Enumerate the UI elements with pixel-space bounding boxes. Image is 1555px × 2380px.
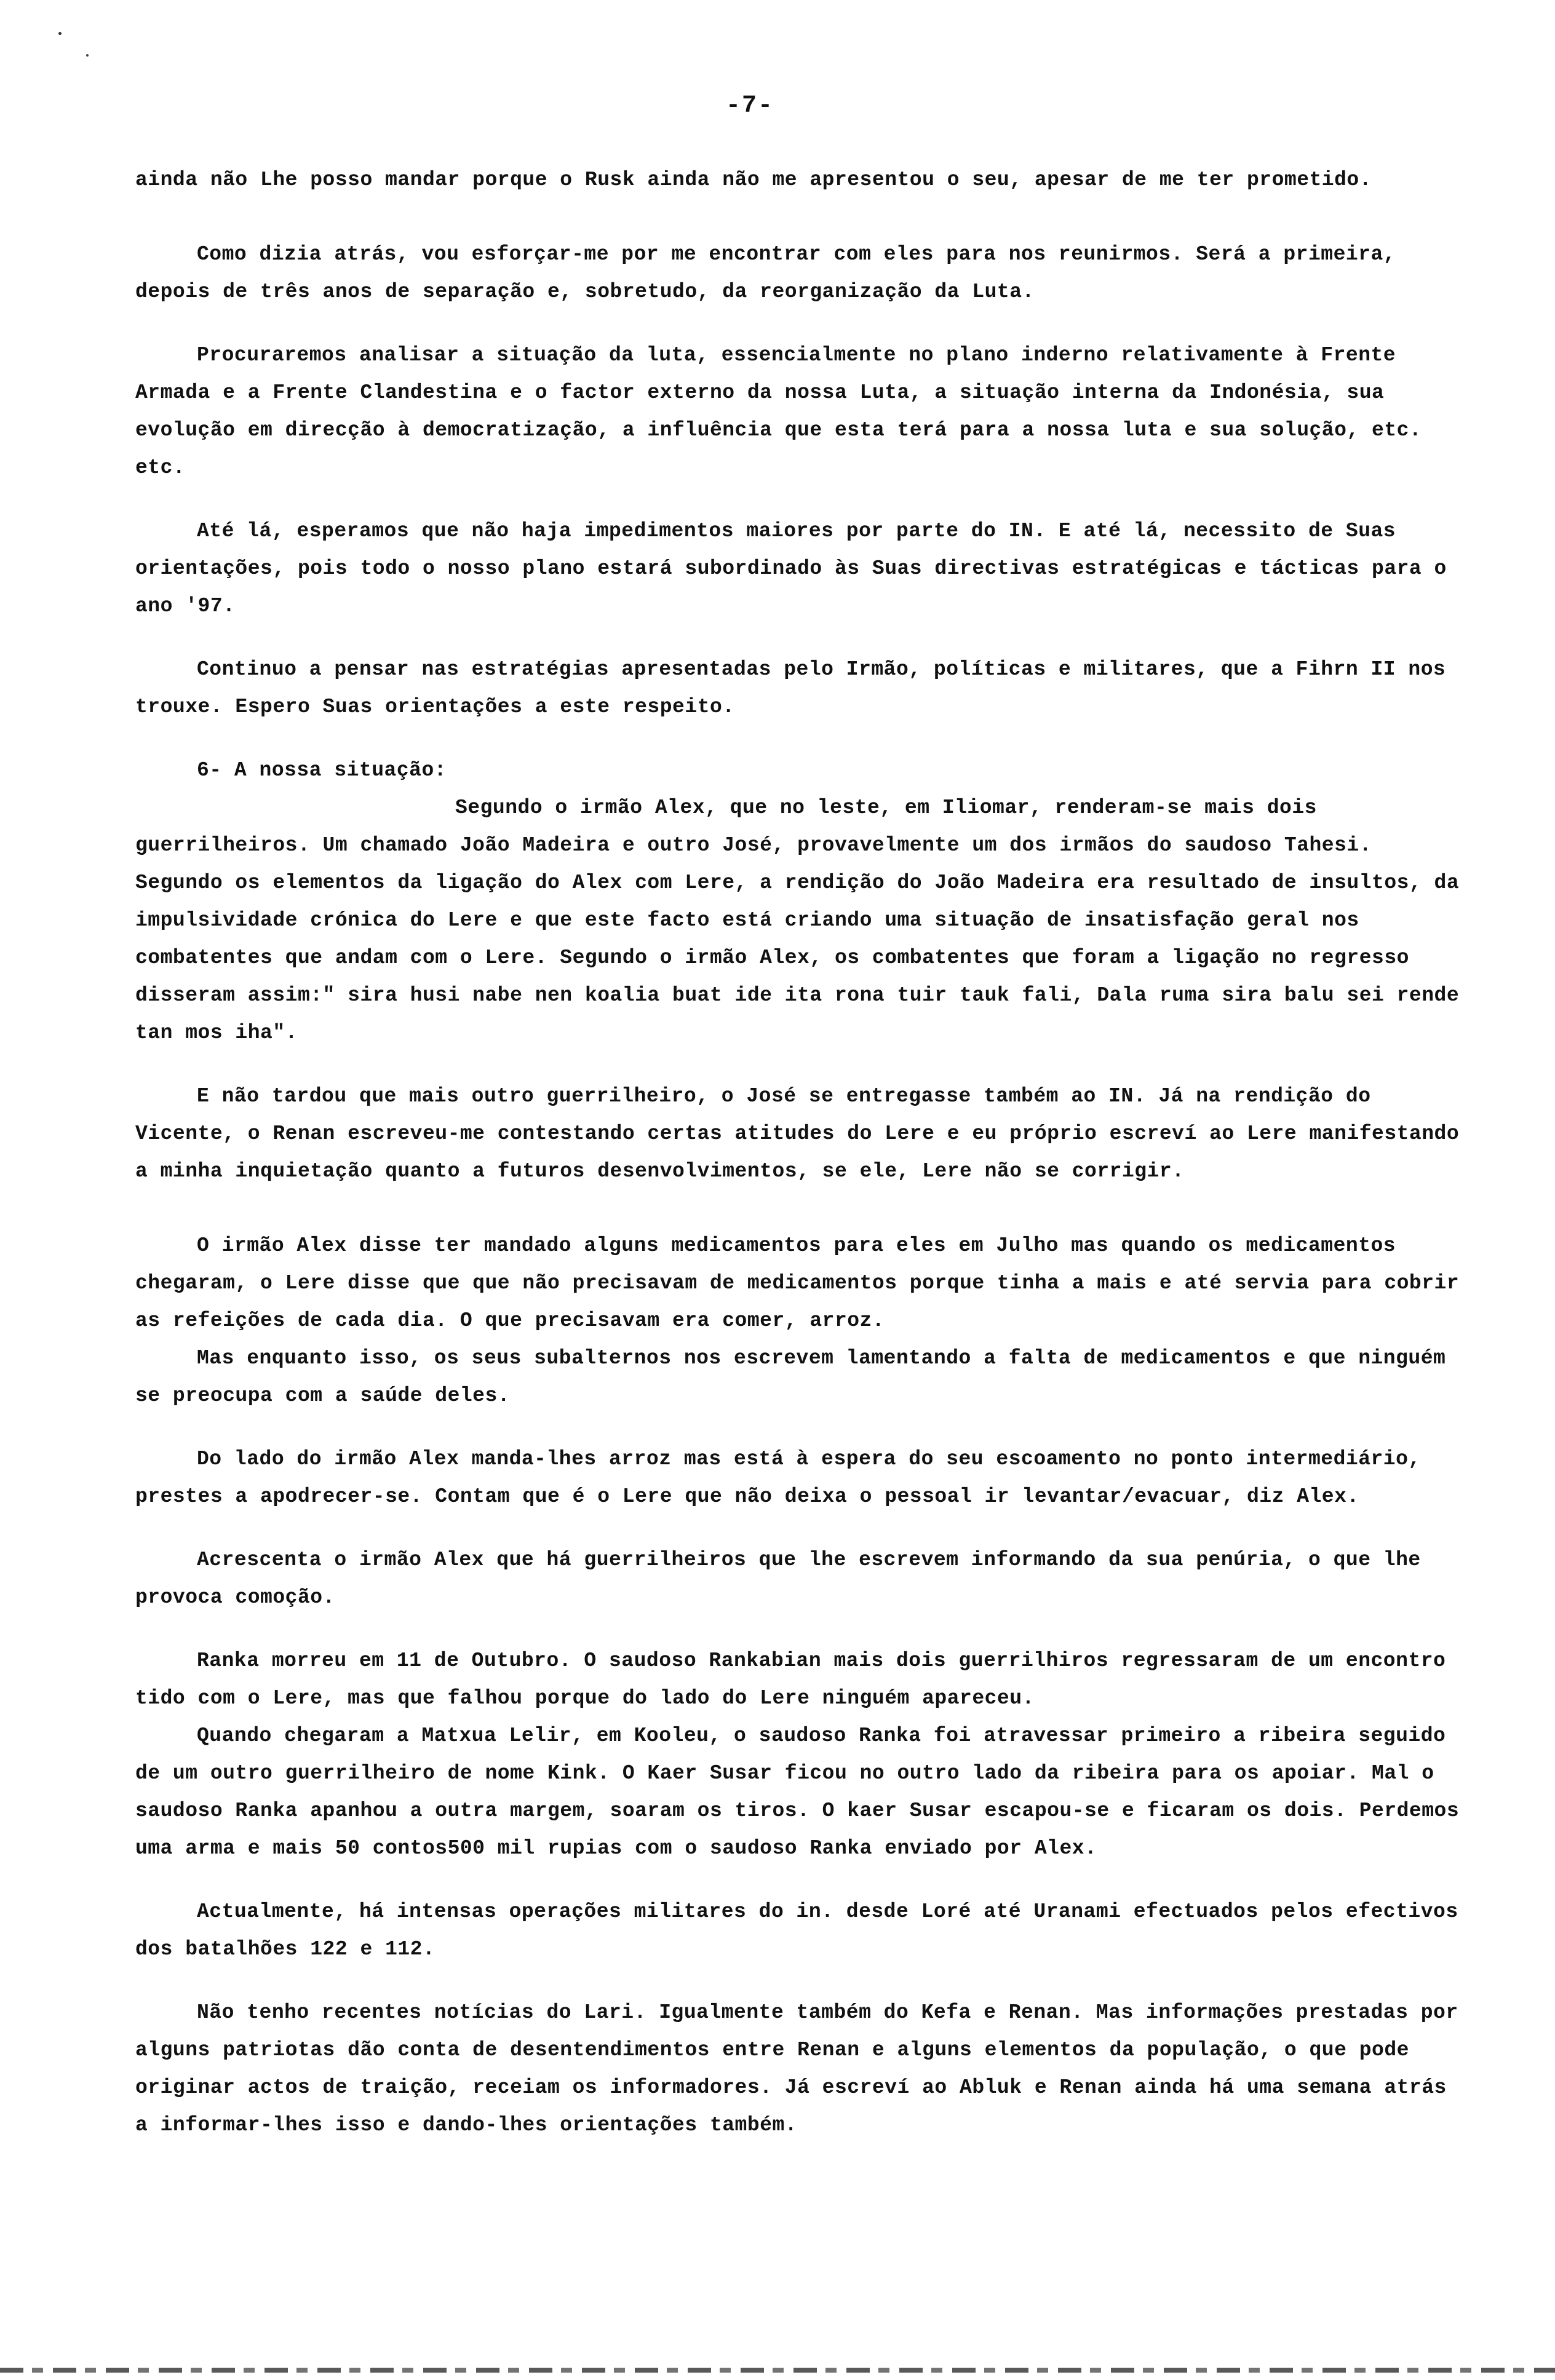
paragraph: Ranka morreu em 11 de Outubro. O saudoso Rankabian mais dois guerrilhiros regressaram de um encontro tido com o Lere, mas que falhou porque do lado do Lere ninguém apareceu. [135, 1649, 1458, 1710]
paragraph: Actualmente, há intensas operações militares do in. desde Loré até Uranami efectuados pelos efectivos dos batalhões 122 e 112. [135, 1900, 1471, 1961]
paragraph: Do lado do irmão Alex manda-lhes arroz mas está à espera do seu escoamento no ponto intermediário, prestes a apodrecer-se. Contam que é o Lere que não deixa o pessoal ir levantar/evacuar, diz Alex. [135, 1448, 1434, 1508]
paragraph: O irmão Alex disse ter mandado alguns medicamentos para eles em Julho mas quando os medicamentos chegaram, o Lere disse que que não precisavam de medicamentos porque tinha a mais e até servia para cobrir as refeições de cada dia. O que precisavam era comer, arroz. [135, 1234, 1472, 1332]
scan-speck [58, 32, 62, 35]
paragraph: Até lá, esperamos que não haja impedimentos maiores por parte do IN. E até lá, necessito de Suas orientações, pois todo o nosso plano estará subordinado às Suas directivas estratégicas e tácticas para o ano '97. [135, 520, 1460, 617]
paragraph: Não tenho recentes notícias do Lari. Igualmente também do Kefa e Renan. Mas informações prestadas por alguns patriotas dão conta de desentendimentos entre Renan e alguns elementos da população, o que pode originar actos de traição, receiam os informadores. Já escreví ao Abluk e Renan ainda há uma semana atrás a informar-lhes isso e dando-lhes orientações também. [135, 2001, 1471, 2136]
paragraph: Quando chegaram a Matxua Lelir, em Kooleu, o saudoso Ranka foi atravessar primeiro a ribeira seguido de um outro guerrilheiro de nome Kink. O Kaer Susar ficou no outro lado da ribeira para os apoiar. Mal o saudoso Ranka apanhou a outra margem, soaram os tiros. O kaer Susar escapou-se e ficaram os dois. Perdemos uma arma e mais 50 contos500 mil rupias com o saudoso Ranka enviado por Alex. [135, 1724, 1472, 1860]
paragraph: Mas enquanto isso, os seus subalternos nos escrevem lamentando a falta de medicamentos e que ninguém se preocupa com a saúde deles. [135, 1347, 1458, 1407]
paragraph: Como dizia atrás, vou esforçar-me por me encontrar com eles para nos reunirmos. Será a primeira, depois de três anos de separação e, sobretudo, da reorganização da Luta. [135, 243, 1409, 303]
paragraph: Procuraremos analisar a situação da luta, essencialmente no plano inderno relativamente à Frente Armada e a Frente Clandestina e o factor externo da nossa Luta, a situação interna da Indonésia, sua evolução em direcção à democratização, a influência que esta terá para a nossa luta e sua solução, etc. etc. [135, 344, 1434, 479]
paragraph: Segundo o irmão Alex, que no leste, em Iliomar, renderam-se mais dois guerrilheiros. Um chamado João Madeira e outro José, provavelmente um dos irmãos do saudoso Tahesi. Segundo os elementos da ligação do Alex com Lere, a rendição do João Madeira era resultado de insultos, da impulsividade crónica do Lere e que este facto está criando uma situação de insatisfação geral nos combatentes que andam com o Lere. Segundo o irmão Alex, os combatentes que foram a ligação no regresso disseram assim:" sira husi nabe nen koalia buat ide ita rona tuir tauk fali, Dala ruma sira balu sei rende tan mos iha". [135, 796, 1472, 1044]
scan-speck [86, 54, 89, 57]
paragraph: ainda não Lhe posso mandar porque o Rusk ainda não me apresentou o seu, apesar de me ter prometido. [135, 169, 1372, 191]
scan-edge-artifact [0, 2368, 1555, 2373]
letter-body [135, 161, 1472, 2144]
paragraph: Continuo a pensar nas estratégias apresentadas pelo Irmão, políticas e militares, que a Fihrn II nos trouxe. Espero Suas orientações a este respeito. [135, 658, 1458, 718]
section-heading: 6- A nossa situação: [197, 759, 447, 782]
page-number: -7- [726, 92, 774, 120]
paragraph: E não tardou que mais outro guerrilheiro, o José se entregasse também ao IN. Já na rendição do Vicente, o Renan escreveu-me contestando certas atitudes do Lere e eu próprio escreví ao Lere manifestando a minha inquietação quanto a futuros desenvolvimentos, se ele, Lere não se corrigir. [135, 1085, 1472, 1183]
paragraph: Acrescenta o irmão Alex que há guerrilheiros que lhe escrevem informando da sua penúria, o que lhe provoca comoção. [135, 1549, 1434, 1609]
